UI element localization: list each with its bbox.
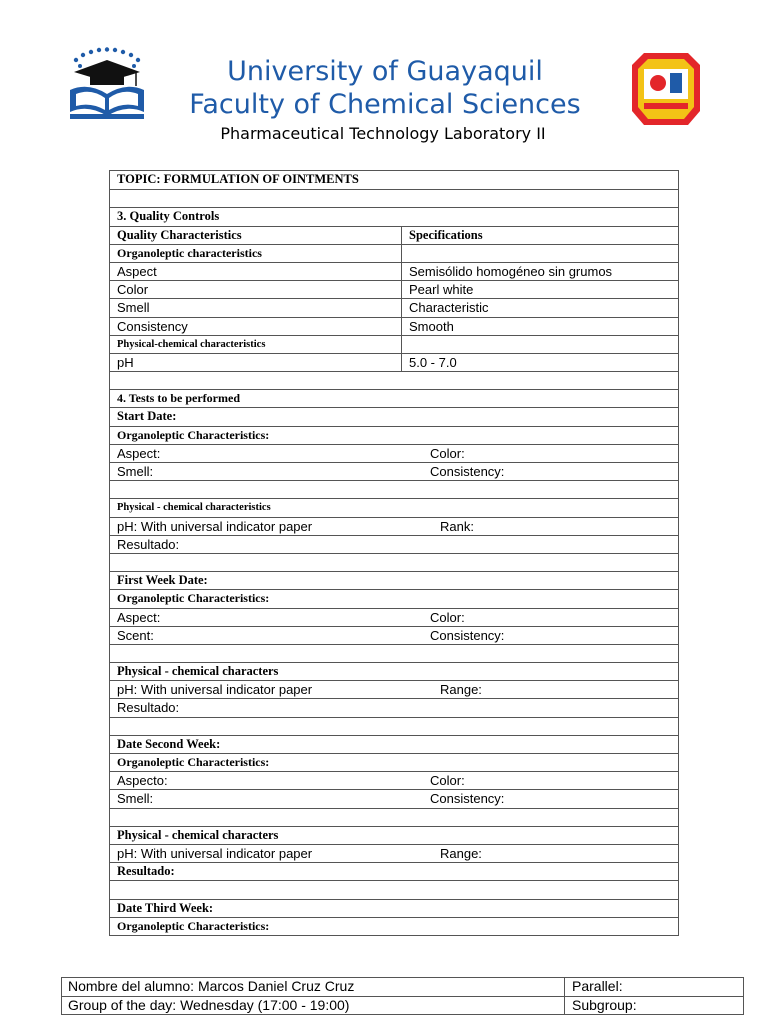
blank-row — [110, 371, 678, 389]
start-aspect-label: Aspect: — [117, 445, 161, 461]
week2-smell-row — [110, 789, 678, 807]
table-row — [110, 262, 678, 280]
table-row — [110, 317, 678, 335]
faculty-name: Faculty of Chemical Sciences — [189, 89, 581, 120]
table-row — [110, 353, 678, 371]
university-name: University of Guayaquil — [227, 56, 543, 87]
table-row — [110, 280, 678, 298]
week2-date-label: Date Second Week: — [117, 736, 221, 751]
start-organoleptic-row — [110, 426, 678, 444]
organoleptic-label: Organoleptic characteristics — [110, 245, 402, 262]
week2-physchem-label: Physical - chemical characters — [117, 827, 279, 842]
week1-aspect-row — [110, 608, 678, 626]
week1-result-row — [110, 698, 678, 716]
characteristic-name: Color — [110, 281, 402, 298]
week1-range-label: Range: — [440, 682, 482, 698]
week2-ph-row — [110, 844, 678, 862]
physchem-label: Physical-chemical characteristics — [110, 336, 402, 353]
start-physchem-label: Physical - chemical characteristics — [117, 502, 271, 514]
subgroup-label: Subgroup: — [572, 997, 637, 1013]
week1-date-row — [110, 571, 678, 589]
week2-ph-label: pH: With universal indicator paper — [117, 845, 313, 861]
topic-row — [110, 171, 678, 189]
parallel-label: Parallel: — [572, 978, 623, 994]
week2-organoleptic-label: Organoleptic Characteristics: — [117, 755, 270, 769]
week1-ph-label: pH: With universal indicator paper — [117, 682, 313, 698]
faculty-logo — [630, 51, 702, 127]
topic-label: TOPIC: FORMULATION OF OINTMENTS — [117, 172, 359, 186]
week3-organoleptic-row — [110, 917, 678, 935]
week2-organoleptic-row — [110, 753, 678, 771]
start-organoleptic-label: Organoleptic Characteristics: — [117, 427, 270, 442]
table-row — [110, 298, 678, 316]
start-ph-label: pH: With universal indicator paper — [117, 518, 313, 534]
start-smell-label: Smell: — [117, 464, 154, 479]
week1-physchem-row — [110, 662, 678, 680]
blank-row — [110, 717, 678, 735]
start-result-label: Resultado: — [117, 536, 180, 552]
week2-date-row — [110, 735, 678, 753]
blank-row — [110, 480, 678, 498]
week2-color-label: Color: — [430, 773, 465, 789]
start-consistency-label: Consistency: — [430, 464, 505, 479]
week1-aspect-label: Aspect: — [117, 609, 161, 625]
week3-date-row — [110, 899, 678, 917]
blank-row — [110, 880, 678, 898]
student-name: Nombre del alumno: Marcos Daniel Cruz Cruz — [62, 978, 565, 996]
start-result-row — [110, 535, 678, 553]
week1-organoleptic-label: Organoleptic Characteristics: — [117, 591, 270, 606]
lab-form-table — [109, 170, 679, 936]
quality-heading: 3. Quality Controls — [117, 209, 220, 224]
quality-header-row — [110, 226, 678, 244]
column-header-specifications: Specifications — [409, 227, 483, 242]
week2-aspect-label: Aspecto: — [117, 773, 168, 789]
characteristic-name: Smell — [110, 299, 402, 316]
characteristic-spec: Smooth — [409, 318, 454, 334]
week1-scent-label: Scent: — [117, 627, 154, 643]
column-header-characteristics: Quality Characteristics — [110, 227, 402, 244]
start-aspect-row — [110, 444, 678, 462]
week2-aspect-row — [110, 771, 678, 789]
student-info-table — [61, 977, 744, 1015]
group-of-day: Group of the day: Wednesday (17:00 - 19:00) — [62, 997, 565, 1014]
group-row — [62, 996, 743, 1014]
week2-physchem-row — [110, 826, 678, 844]
start-color-label: Color: — [430, 445, 465, 461]
week2-result-row — [110, 862, 678, 880]
week1-organoleptic-row — [110, 589, 678, 607]
start-physchem-row — [110, 498, 678, 516]
week3-date-label: Date Third Week: — [117, 900, 214, 915]
week2-result-label: Resultado: — [117, 864, 175, 879]
week1-color-label: Color: — [430, 609, 465, 625]
characteristic-spec: Semisólido homogéneo sin grumos — [409, 263, 613, 279]
start-date-row — [110, 407, 678, 425]
blank-row — [110, 644, 678, 662]
lab-subtitle: Pharmaceutical Technology Laboratory II — [220, 124, 546, 143]
blank-row — [110, 189, 678, 207]
blank-row — [110, 808, 678, 826]
characteristic-name: Consistency — [110, 318, 402, 335]
week1-result-label: Resultado: — [117, 700, 180, 716]
characteristic-name: Aspect — [110, 263, 402, 280]
university-title — [160, 55, 610, 121]
start-date-label: Start Date: — [117, 409, 177, 424]
physchem-label-row — [110, 335, 678, 353]
week2-smell-label: Smell: — [117, 791, 154, 807]
ph-spec: 5.0 - 7.0 — [409, 354, 457, 370]
week1-physchem-label: Physical - chemical characters — [117, 664, 279, 679]
week2-range-label: Range: — [440, 845, 482, 861]
student-row — [62, 978, 743, 996]
university-logo — [66, 46, 148, 122]
start-range-label: Rank: — [440, 518, 474, 534]
week2-consistency-label: Consistency: — [430, 791, 505, 807]
week1-scent-row — [110, 626, 678, 644]
characteristic-spec: Pearl white — [409, 282, 474, 298]
blank-row — [110, 553, 678, 571]
quality-heading-row — [110, 207, 678, 225]
characteristic-spec: Characteristic — [409, 300, 489, 316]
start-smell-row — [110, 462, 678, 480]
tests-heading-row — [110, 389, 678, 407]
start-ph-row — [110, 517, 678, 535]
tests-heading: 4. Tests to be performed — [117, 391, 240, 406]
week1-ph-row — [110, 680, 678, 698]
organoleptic-label-row — [110, 244, 678, 262]
week1-consistency-label: Consistency: — [430, 627, 505, 643]
week3-organoleptic-label: Organoleptic Characteristics: — [117, 918, 270, 933]
ph-label: pH — [110, 354, 402, 371]
week1-date-label: First Week Date: — [117, 573, 208, 588]
